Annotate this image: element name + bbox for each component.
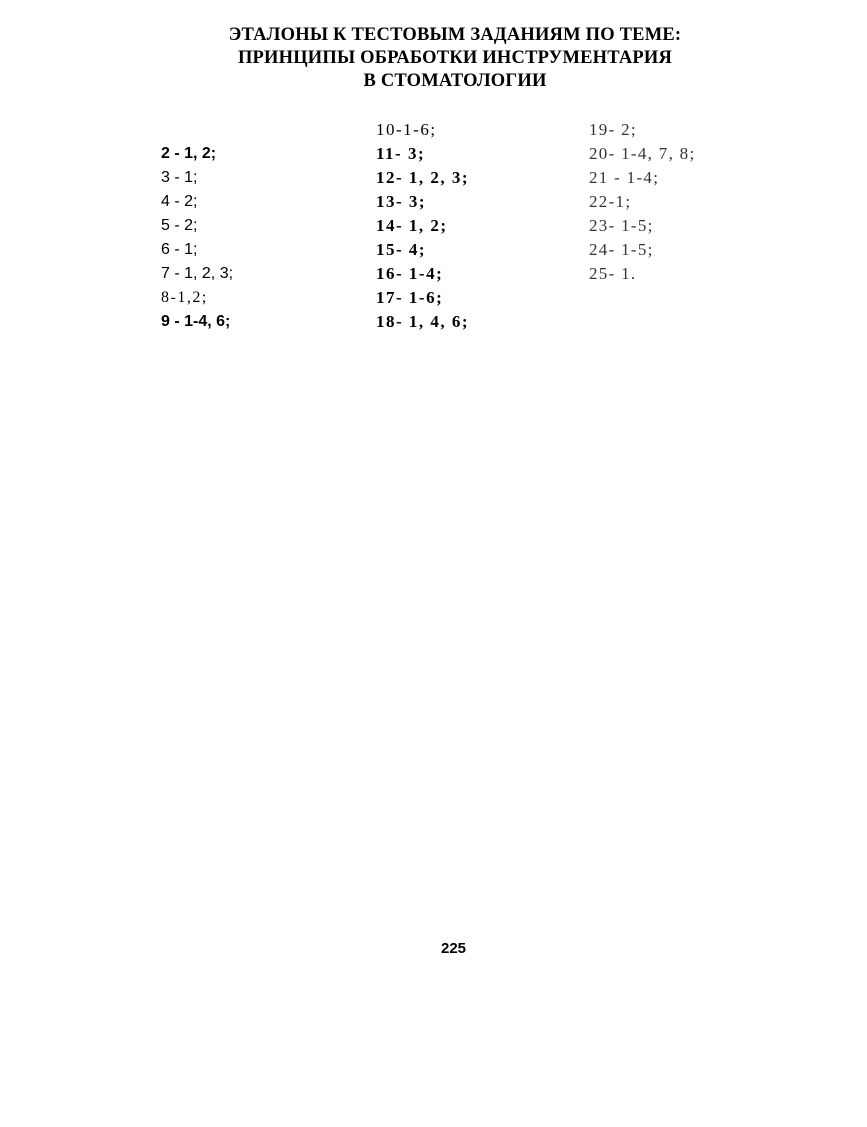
answer-item: 21 - 1-4; bbox=[589, 168, 660, 187]
title-line-2: ПРИНЦИПЫ ОБРАБОТКИ ИНСТРУМЕНТАРИЯ bbox=[237, 48, 673, 68]
answers-column-1 bbox=[161, 142, 233, 334]
answer-item: 23- 1-5; bbox=[589, 216, 654, 235]
answer-item: 7 - 1, 2, 3; bbox=[161, 265, 234, 282]
answers-column-2 bbox=[376, 118, 469, 334]
title-line-1: ЭТАЛОНЫ К ТЕСТОВЫМ ЗАДАНИЯМ ПО ТЕМЕ: bbox=[228, 25, 682, 45]
answer-item: 8-1,2; bbox=[161, 289, 208, 306]
answer-item: 2 - 1, 2; bbox=[161, 145, 217, 162]
answer-item: 6 - 1; bbox=[161, 241, 198, 258]
answer-item: 11- 3; bbox=[376, 144, 426, 163]
answer-item: 10-1-6; bbox=[376, 120, 437, 139]
answer-item: 4 - 2; bbox=[161, 193, 198, 210]
answer-item: 13- 3; bbox=[376, 192, 427, 211]
answer-item: 17- 1-6; bbox=[376, 288, 444, 307]
answer-item: 18- 1, 4, 6; bbox=[376, 312, 470, 331]
answer-item: 20- 1-4, 7, 8; bbox=[589, 144, 696, 163]
title-line-3: В СТОМАТОЛОГИИ bbox=[363, 71, 547, 91]
answer-item: 14- 1, 2; bbox=[376, 216, 448, 235]
answer-item: 16- 1-4; bbox=[376, 264, 444, 283]
answer-item: 19- 2; bbox=[589, 120, 637, 139]
answers-column-3 bbox=[589, 118, 696, 286]
answer-item: 24- 1-5; bbox=[589, 240, 654, 259]
answer-item: 22-1; bbox=[589, 192, 632, 211]
answer-item: 15- 4; bbox=[376, 240, 427, 259]
page-number: 225 bbox=[440, 940, 467, 957]
answer-item: 5 - 2; bbox=[161, 217, 198, 234]
page-title bbox=[150, 24, 760, 93]
answer-item: 25- 1. bbox=[589, 264, 637, 283]
answer-item: 3 - 1; bbox=[161, 169, 198, 186]
answer-item: 9 - 1-4, 6; bbox=[161, 313, 231, 330]
answer-item: 12- 1, 2, 3; bbox=[376, 168, 470, 187]
